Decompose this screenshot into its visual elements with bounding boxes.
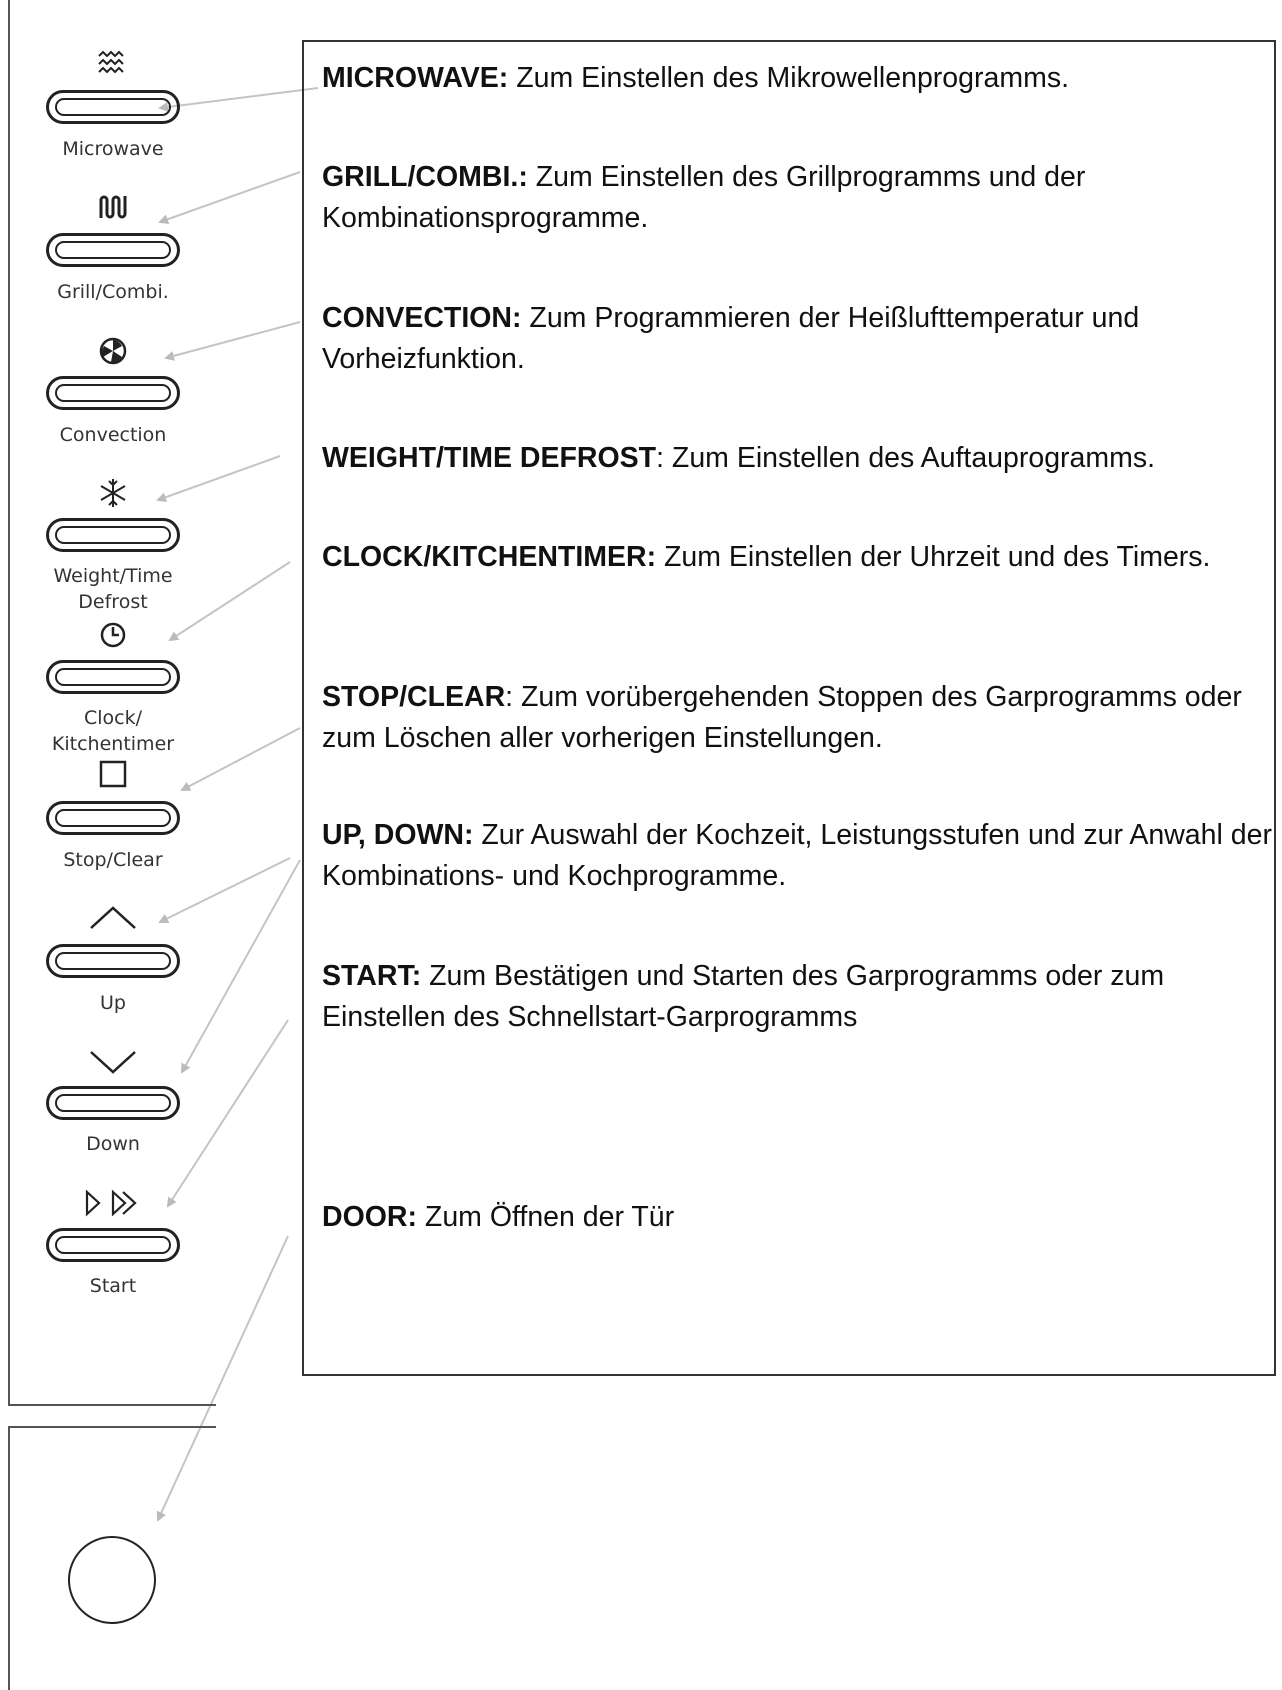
convection-button[interactable]: [46, 376, 180, 410]
door-panel-left-edge: [8, 1426, 10, 1690]
clock-icon: [63, 618, 163, 652]
grill-combi-button[interactable]: [46, 233, 180, 267]
chevron-up-icon: [63, 902, 163, 936]
arrow-start: [168, 1020, 288, 1206]
clock-kitchentimer-button[interactable]: [46, 660, 180, 694]
arrow-defrost: [158, 456, 280, 500]
up-button[interactable]: [46, 944, 180, 978]
arrow-grill: [160, 172, 300, 222]
description-convection: CONVECTION: Zum Programmieren der Heißlufttemperatur und Vorheizfunktion.: [322, 302, 1140, 375]
door-panel-top-edge: [8, 1426, 216, 1428]
grill-coil-icon: [63, 190, 163, 224]
description-microwave: MICROWAVE: Zum Einstellen des Mikrowellenprogramms.: [322, 62, 1069, 94]
square-stop-icon: [63, 758, 163, 792]
microwave-label: Microwave: [62, 138, 164, 160]
arrow-convection: [166, 322, 300, 358]
microwave-button[interactable]: [46, 90, 180, 124]
description-up-down: UP, DOWN: Zur Auswahl der Kochzeit, Leistungsstufen und zur Anwahl der Kombinations- und Kochprogramme.: [322, 819, 1272, 892]
description-clock-kitchentimer: CLOCK/KITCHENTIMER: Zum Einstellen der Uhrzeit und des Timers.: [322, 541, 1211, 573]
description-start: START: Zum Bestätigen und Starten des Garprogramms oder zum Einstellen des Schnellstart-Garprogramms: [322, 960, 1165, 1033]
description-door: DOOR: Zum Öffnen der Tür: [322, 1201, 675, 1233]
fan-icon: [63, 334, 163, 368]
microwave-waves-icon: [63, 48, 163, 82]
up-label: Up: [100, 992, 126, 1014]
description-stop-clear: STOP/CLEAR: Zum vorübergehenden Stoppen des Garprogramms oder zum Löschen aller vorherigen Einstellungen.: [322, 681, 1242, 754]
convection-label: Convection: [59, 424, 167, 446]
panel-left-edge: [8, 0, 10, 1406]
grill-combi-label: Grill/Combi.: [57, 281, 169, 303]
snowflake-icon: [63, 476, 163, 510]
door-knob-icon[interactable]: [68, 1536, 156, 1624]
stop-clear-label: Stop/Clear: [63, 849, 163, 871]
arrow-down: [182, 860, 300, 1072]
start-button[interactable]: [46, 1228, 180, 1262]
clock-kitchentimer-label: Clock/ Kitchentimer: [51, 707, 175, 755]
weight-time-defrost-label: Weight/Time Defrost: [53, 565, 173, 613]
description-weight-time-defrost: WEIGHT/TIME DEFROST: Zum Einstellen des Auftauprogramms.: [322, 442, 1156, 474]
chevron-down-icon: [63, 1044, 163, 1078]
weight-time-defrost-button[interactable]: [46, 518, 180, 552]
panel-bottom-edge: [8, 1404, 216, 1406]
down-button[interactable]: [46, 1086, 180, 1120]
start-label: Start: [89, 1275, 137, 1297]
stop-clear-button[interactable]: [46, 801, 180, 835]
play-forward-icon: [63, 1186, 163, 1220]
arrow-microwave: [160, 88, 318, 108]
description-grill-combi: GRILL/COMBI.: Zum Einstellen des Grillprogramms und der Kombinationsprogramme.: [322, 161, 1086, 234]
down-label: Down: [86, 1133, 140, 1155]
